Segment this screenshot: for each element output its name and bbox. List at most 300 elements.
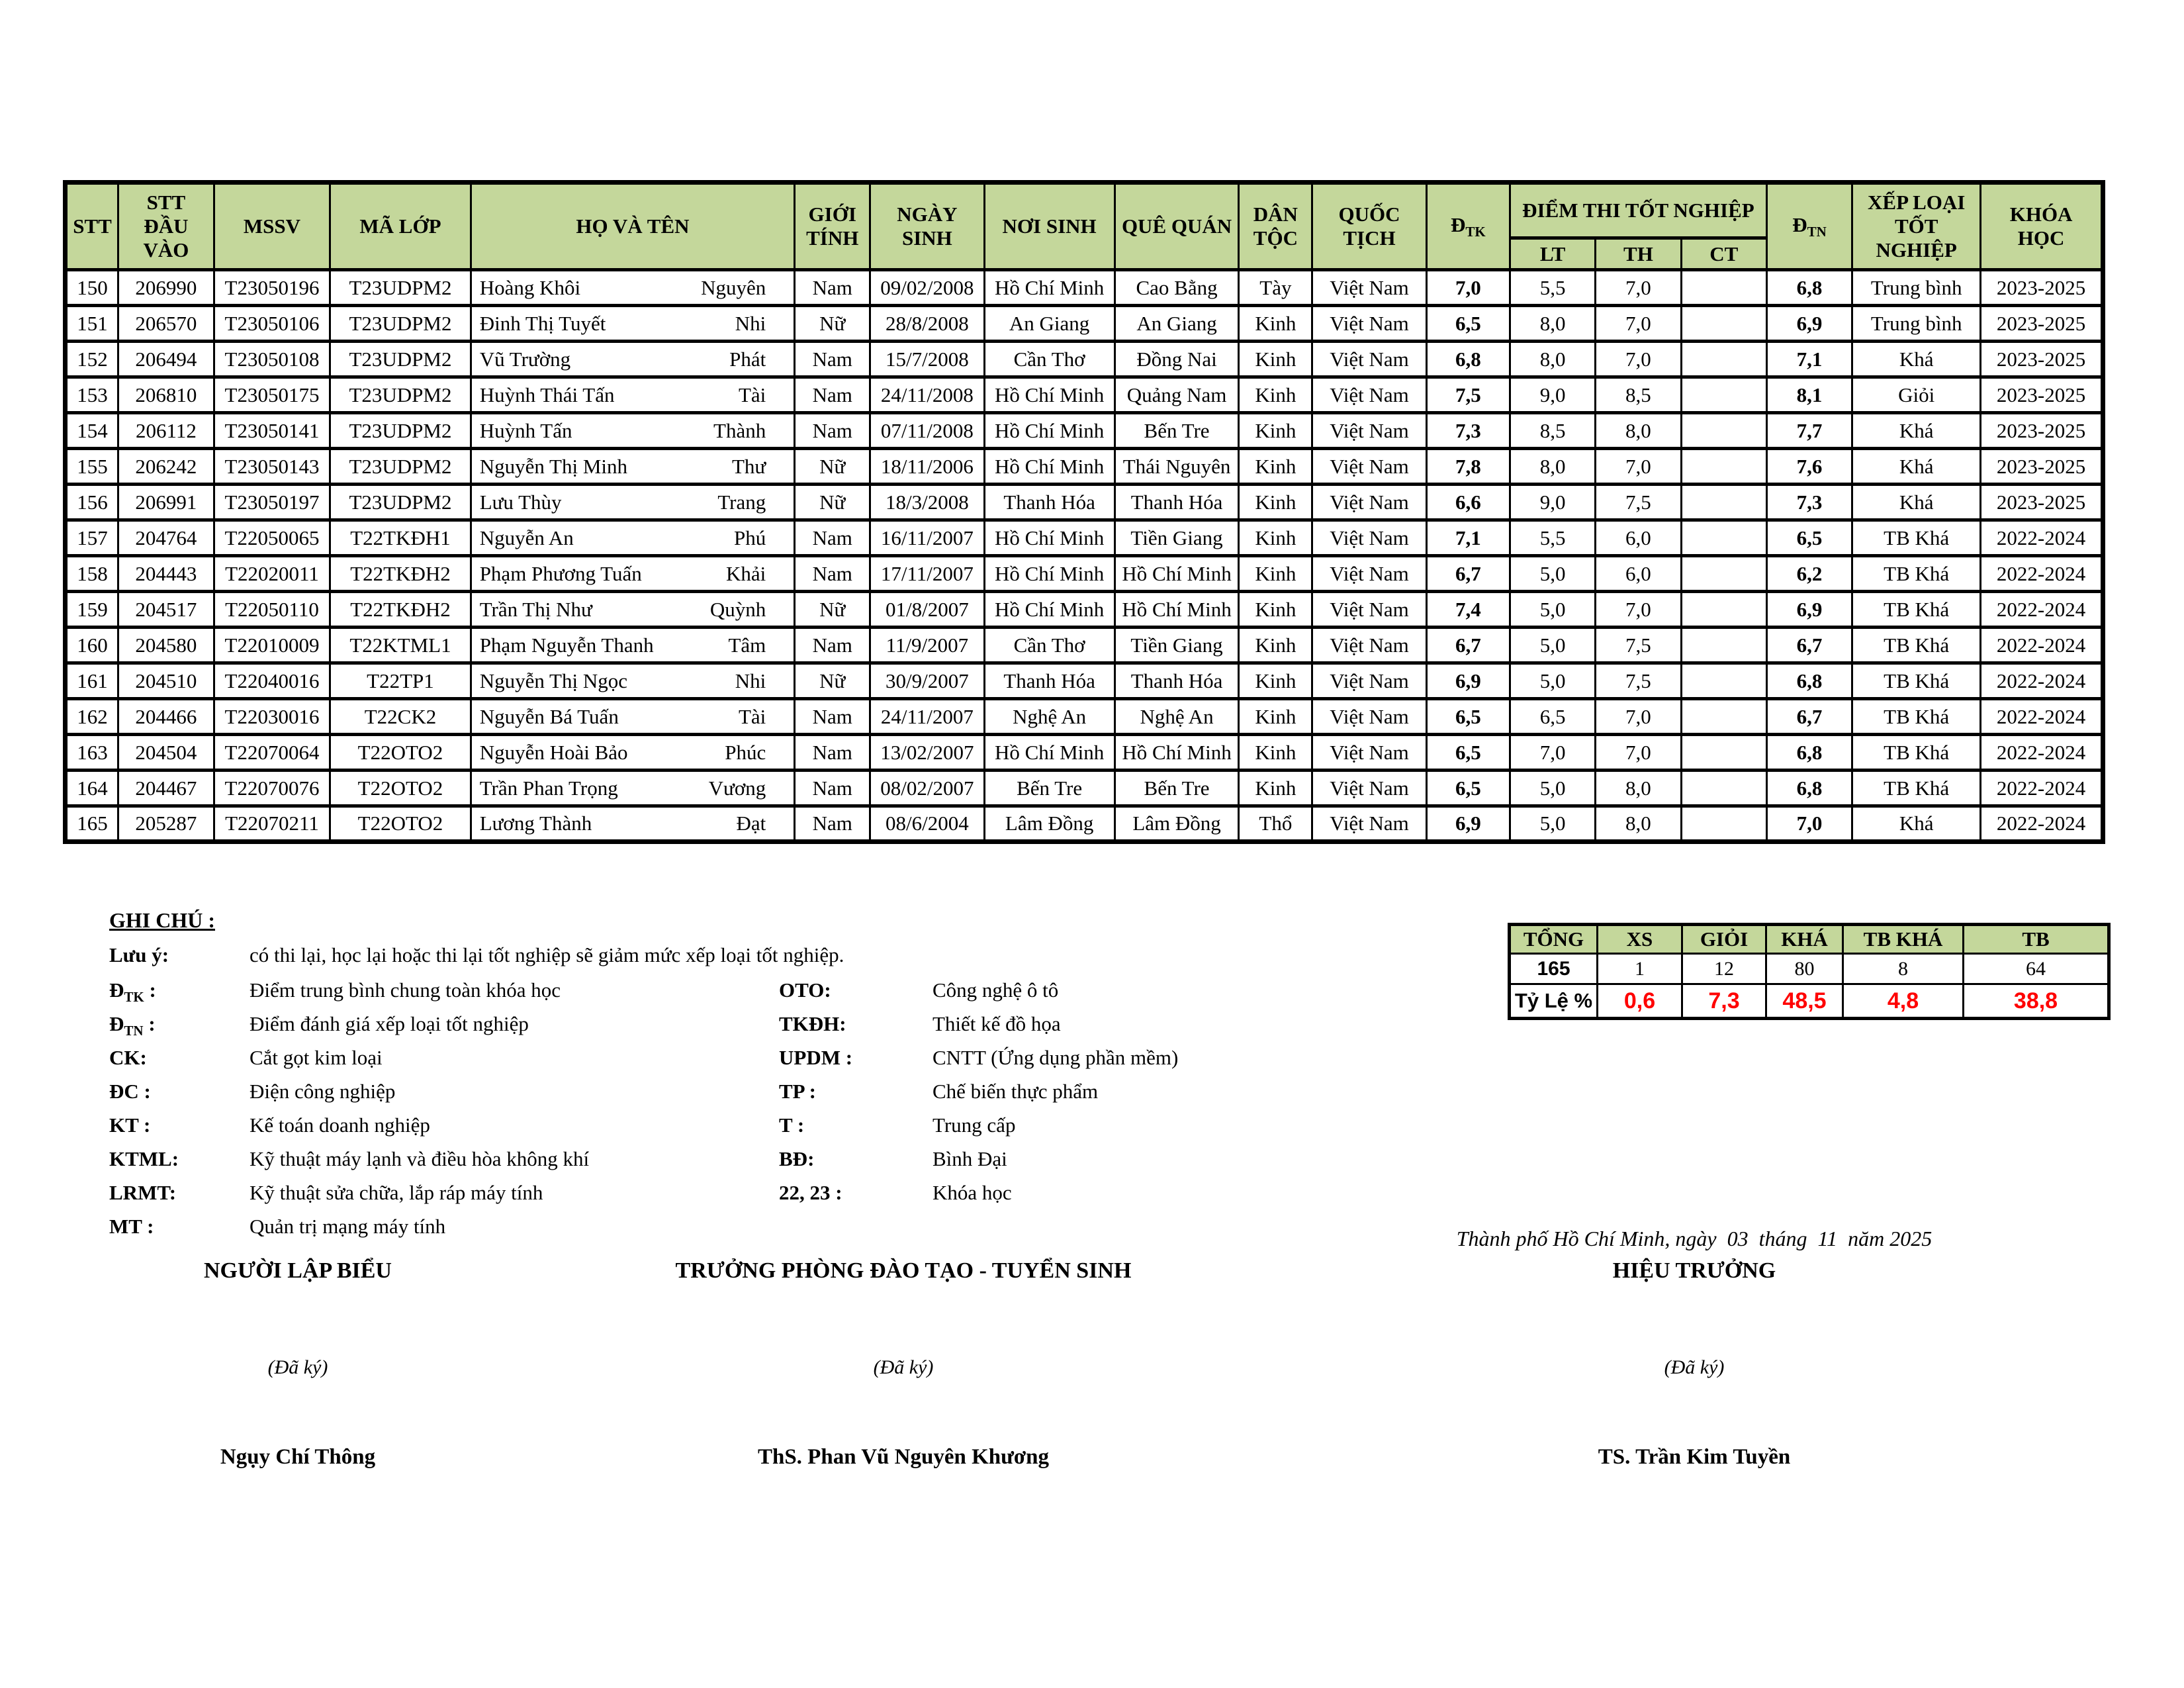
name-wrapper [475, 491, 792, 514]
cell-dtn: 6,7 [1766, 628, 1852, 663]
cell-mssv: T23050106 [214, 306, 330, 342]
cell-dan-toc: Kinh [1239, 699, 1312, 735]
cell-gioi-tinh: Nam [795, 699, 870, 735]
cell-que-quan: Bến Tre [1115, 771, 1239, 806]
cell-ngay-sinh: 11/9/2007 [870, 628, 984, 663]
cell-ngay-sinh: 24/11/2007 [870, 699, 984, 735]
given-name: Khải [725, 561, 766, 585]
cell-xep-loai: Trung bình [1852, 306, 1981, 342]
family-middle-name: Lương Thành [479, 812, 592, 835]
cell-dtk: 6,7 [1426, 628, 1510, 663]
cell-khoa-hoc: 2022-2024 [1981, 520, 2103, 556]
cell-que-quan: Tiền Giang [1115, 628, 1239, 663]
note-abbr-text: LRMT: [109, 1181, 177, 1204]
note-row [109, 1147, 1473, 1181]
cell-stt: 164 [66, 771, 118, 806]
cell-th: 7,0 [1596, 270, 1681, 306]
note-abbr: 22, 23 : [779, 1181, 842, 1204]
cell-ma-lop: T22TKĐH1 [330, 520, 471, 556]
cell-quoc-tich: Việt Nam [1312, 699, 1426, 735]
cell-dan-toc: Kinh [1239, 377, 1312, 413]
cell-dan-toc: Kinh [1239, 556, 1312, 592]
cell-que-quan: Hồ Chí Minh [1115, 556, 1239, 592]
signer-name: TS. Trần Kim Tuyền [1598, 1445, 1791, 1469]
cell-lt: 9,0 [1510, 485, 1595, 520]
cell-ho-va-ten [471, 270, 795, 306]
family-middle-name: Hoàng Khôi [479, 275, 581, 299]
cell-mssv: T22070064 [214, 735, 330, 771]
cell-ct [1681, 449, 1766, 485]
cell-ma-lop: T23UDPM2 [330, 342, 471, 377]
cell-ho-va-ten [471, 342, 795, 377]
cell-ho-va-ten [471, 699, 795, 735]
cell-ma-lop: T23UDPM2 [330, 413, 471, 449]
signed-annotation: (Đã ký) [873, 1356, 934, 1378]
cell-ct [1681, 520, 1766, 556]
summary-rate-label: Tỷ Lệ % [1510, 984, 1598, 1019]
cell-que-quan: Quảng Nam [1115, 377, 1239, 413]
cell-stt: 156 [66, 485, 118, 520]
cell-stt-dau-vao: 204467 [118, 771, 214, 806]
note-abbr-suffix: : [144, 978, 156, 1002]
cell-dtn: 6,7 [1766, 699, 1852, 735]
family-middle-name: Nguyễn Thị Ngọc [479, 669, 627, 692]
cell-xep-loai: TB Khá [1852, 771, 1981, 806]
table-row [66, 413, 2103, 449]
col-header-que-quan: QUÊ QUÁN [1115, 183, 1239, 270]
cell-dtn: 7,3 [1766, 485, 1852, 520]
cell-xep-loai: TB Khá [1852, 663, 1981, 699]
col-header-diem-thi-tot-nghiep: ĐIỂM THI TỐT NGHIỆP [1510, 183, 1766, 238]
cell-gioi-tinh: Nam [795, 270, 870, 306]
signature-title: TRƯỞNG PHÒNG ĐÀO TẠO - TUYỂN SINH [675, 1258, 1132, 1283]
cell-que-quan: Nghệ An [1115, 699, 1239, 735]
cell-ct [1681, 806, 1766, 842]
note-definition: Bình Đại [933, 1147, 1007, 1170]
given-name: Đạt [736, 812, 766, 835]
note-definition: Điện công nghiệp [250, 1080, 396, 1103]
name-wrapper [475, 705, 792, 729]
cell-gioi-tinh: Nam [795, 377, 870, 413]
family-middle-name: Nguyễn Hoài Bảo [479, 740, 628, 764]
summary-count: 80 [1766, 954, 1843, 984]
cell-ma-lop: T22TP1 [330, 663, 471, 699]
cell-ct [1681, 663, 1766, 699]
cell-que-quan: Hồ Chí Minh [1115, 592, 1239, 628]
cell-mssv: T23050141 [214, 413, 330, 449]
table-row [66, 377, 2103, 413]
cell-lt: 5,5 [1510, 520, 1595, 556]
note-abbr-suffix: : [143, 1012, 156, 1035]
cell-ngay-sinh: 08/02/2007 [870, 771, 984, 806]
cell-lt: 8,0 [1510, 306, 1595, 342]
note-row [109, 1113, 1473, 1147]
cell-th: 7,0 [1596, 735, 1681, 771]
note-abbr [109, 1012, 250, 1039]
cell-dan-toc: Kinh [1239, 449, 1312, 485]
given-name: Phát [729, 347, 766, 371]
cell-ho-va-ten [471, 663, 795, 699]
cell-mssv: T22020011 [214, 556, 330, 592]
cell-quoc-tich: Việt Nam [1312, 771, 1426, 806]
cell-dtk: 7,5 [1426, 377, 1510, 413]
note-definition: có thi lại, học lại hoặc thi lại tốt nghiệp sẽ giảm mức xếp loại tốt nghiệp. [250, 943, 844, 966]
note-row [109, 1012, 1473, 1046]
family-middle-name: Lưu Thùy [479, 490, 562, 514]
cell-noi-sinh: Cần Thơ [984, 342, 1115, 377]
cell-ngay-sinh: 07/11/2008 [870, 413, 984, 449]
cell-stt-dau-vao: 206810 [118, 377, 214, 413]
cell-xep-loai: Khá [1852, 413, 1981, 449]
cell-dtn: 7,0 [1766, 806, 1852, 842]
cell-ngay-sinh: 01/8/2007 [870, 592, 984, 628]
cell-dan-toc: Kinh [1239, 413, 1312, 449]
cell-lt: 6,5 [1510, 699, 1595, 735]
note-abbr: TP : [779, 1080, 816, 1103]
note-abbr-text: ĐC : [109, 1080, 151, 1103]
cell-stt-dau-vao: 204764 [118, 520, 214, 556]
summary-rate: 0,6 [1598, 984, 1682, 1019]
cell-quoc-tich: Việt Nam [1312, 449, 1426, 485]
cell-quoc-tich: Việt Nam [1312, 735, 1426, 771]
name-wrapper [475, 383, 792, 407]
cell-dtn: 8,1 [1766, 377, 1852, 413]
name-wrapper [475, 526, 792, 550]
cell-dtk: 6,6 [1426, 485, 1510, 520]
cell-noi-sinh: Hồ Chí Minh [984, 270, 1115, 306]
cell-th: 8,0 [1596, 806, 1681, 842]
cell-th: 7,0 [1596, 342, 1681, 377]
cell-dtn: 6,9 [1766, 592, 1852, 628]
cell-quoc-tich: Việt Nam [1312, 485, 1426, 520]
cell-gioi-tinh: Nữ [795, 663, 870, 699]
cell-stt-dau-vao: 204517 [118, 592, 214, 628]
cell-gioi-tinh: Nữ [795, 449, 870, 485]
signed-annotation: (Đã ký) [1664, 1356, 1725, 1378]
cell-stt-dau-vao: 204510 [118, 663, 214, 699]
cell-ma-lop: T23UDPM2 [330, 485, 471, 520]
cell-th: 7,5 [1596, 628, 1681, 663]
cell-noi-sinh: Bến Tre [984, 771, 1115, 806]
cell-quoc-tich: Việt Nam [1312, 270, 1426, 306]
notes-abbreviation-list [109, 978, 1473, 1248]
summary-count: 1 [1598, 954, 1682, 984]
note-row [109, 1215, 1473, 1248]
cell-ct [1681, 735, 1766, 771]
note-definition: Kỹ thuật sửa chữa, lắp ráp máy tính [250, 1181, 543, 1204]
cell-noi-sinh: Lâm Đồng [984, 806, 1115, 842]
cell-ngay-sinh: 09/02/2008 [870, 270, 984, 306]
note-abbr-subscript: TK [124, 989, 144, 1006]
cell-que-quan: Cao Bằng [1115, 270, 1239, 306]
cell-stt: 162 [66, 699, 118, 735]
cell-noi-sinh: Hồ Chí Minh [984, 413, 1115, 449]
cell-ct [1681, 342, 1766, 377]
cell-stt: 154 [66, 413, 118, 449]
note-definition: Thiết kế đồ họa [933, 1012, 1061, 1035]
cell-dtk: 6,5 [1426, 699, 1510, 735]
cell-ngay-sinh: 30/9/2007 [870, 663, 984, 699]
cell-que-quan: Đồng Nai [1115, 342, 1239, 377]
table-header [66, 183, 2103, 270]
cell-th: 7,0 [1596, 449, 1681, 485]
cell-stt: 165 [66, 806, 118, 842]
notes-section [109, 908, 1473, 1248]
cell-que-quan: Hồ Chí Minh [1115, 735, 1239, 771]
cell-ma-lop: T22TKĐH2 [330, 592, 471, 628]
name-wrapper [475, 312, 792, 336]
cell-th: 7,0 [1596, 306, 1681, 342]
cell-lt: 5,0 [1510, 806, 1595, 842]
col-header-dtn [1766, 183, 1852, 270]
cell-ma-lop: T22OTO2 [330, 735, 471, 771]
given-name: Nhi [735, 311, 766, 335]
note-abbr-text: Đ [109, 978, 124, 1002]
summary-rate: 4,8 [1843, 984, 1964, 1019]
note-abbr: UPDM : [779, 1046, 853, 1069]
summary-rate: 48,5 [1766, 984, 1843, 1019]
cell-lt: 5,5 [1510, 270, 1595, 306]
table-row [66, 771, 2103, 806]
cell-que-quan: Tiền Giang [1115, 520, 1239, 556]
note-row [109, 1046, 1473, 1080]
cell-stt-dau-vao: 206242 [118, 449, 214, 485]
cell-dan-toc: Kinh [1239, 520, 1312, 556]
summary-total-count: 165 [1510, 954, 1598, 984]
cell-stt-dau-vao: 206570 [118, 306, 214, 342]
summary-header-kha: KHÁ [1766, 925, 1843, 954]
table-row [66, 556, 2103, 592]
cell-xep-loai: Giỏi [1852, 377, 1981, 413]
note-abbr: Lưu ý: [109, 943, 169, 966]
given-name: Nhi [735, 669, 766, 692]
col-header-ho-va-ten: HỌ VÀ TÊN [471, 183, 795, 270]
cell-xep-loai: TB Khá [1852, 520, 1981, 556]
note-row [109, 1080, 1473, 1113]
cell-dtk: 7,3 [1426, 413, 1510, 449]
cell-khoa-hoc: 2022-2024 [1981, 663, 2103, 699]
given-name: Phú [734, 526, 766, 549]
col-header-ma-lop: MÃ LỚP [330, 183, 471, 270]
cell-th: 7,0 [1596, 592, 1681, 628]
col-header-ct: CT [1681, 238, 1766, 270]
cell-dtn: 6,8 [1766, 663, 1852, 699]
col-header-dtk [1426, 183, 1510, 270]
cell-xep-loai: TB Khá [1852, 592, 1981, 628]
note-definition: Khóa học [933, 1181, 1012, 1204]
cell-ho-va-ten [471, 306, 795, 342]
cell-dtk: 7,0 [1426, 270, 1510, 306]
given-name: Tài [738, 383, 766, 406]
cell-dan-toc: Kinh [1239, 592, 1312, 628]
cell-khoa-hoc: 2023-2025 [1981, 485, 2103, 520]
family-middle-name: Nguyễn Thị Minh [479, 454, 627, 478]
family-middle-name: Phạm Phương Tuấn [479, 561, 642, 585]
cell-mssv: T23050197 [214, 485, 330, 520]
cell-xep-loai: TB Khá [1852, 699, 1981, 735]
cell-ho-va-ten [471, 413, 795, 449]
table-body [66, 270, 2103, 842]
cell-quoc-tich: Việt Nam [1312, 556, 1426, 592]
student-results-table [63, 180, 2105, 844]
col-header-stt: STT [66, 183, 118, 270]
col-header-ngay-sinh: NGÀY SINH [870, 183, 984, 270]
cell-dtk: 6,9 [1426, 663, 1510, 699]
table-row [66, 270, 2103, 306]
col-header-xep-loai: XẾP LOẠI TỐT NGHIỆP [1852, 183, 1981, 270]
family-middle-name: Nguyễn Bá Tuấn [479, 704, 619, 728]
cell-ho-va-ten [471, 449, 795, 485]
name-wrapper [475, 455, 792, 479]
note-row [109, 978, 1473, 1012]
cell-dtk: 7,4 [1426, 592, 1510, 628]
note-abbr: T : [779, 1113, 805, 1137]
cell-noi-sinh: Hồ Chí Minh [984, 520, 1115, 556]
cell-dan-toc: Kinh [1239, 628, 1312, 663]
cell-noi-sinh: Hồ Chí Minh [984, 592, 1115, 628]
cell-ct [1681, 306, 1766, 342]
cell-dtk: 6,8 [1426, 342, 1510, 377]
cell-khoa-hoc: 2022-2024 [1981, 592, 2103, 628]
cell-xep-loai: Khá [1852, 449, 1981, 485]
cell-gioi-tinh: Nam [795, 520, 870, 556]
cell-ho-va-ten [471, 520, 795, 556]
family-middle-name: Trần Phan Trọng [479, 776, 618, 800]
cell-xep-loai: Trung bình [1852, 270, 1981, 306]
cell-dtn: 6,8 [1766, 270, 1852, 306]
note-definition: CNTT (Ứng dụng phần mềm) [933, 1046, 1179, 1069]
cell-xep-loai: Khá [1852, 485, 1981, 520]
name-wrapper [475, 348, 792, 371]
cell-khoa-hoc: 2022-2024 [1981, 556, 2103, 592]
cell-dtn: 7,7 [1766, 413, 1852, 449]
cell-lt: 5,0 [1510, 556, 1595, 592]
cell-ct [1681, 413, 1766, 449]
cell-ho-va-ten [471, 628, 795, 663]
summary-header-xs: XS [1598, 925, 1682, 954]
summary-rates-row [1510, 984, 2109, 1019]
cell-stt: 163 [66, 735, 118, 771]
cell-gioi-tinh: Nam [795, 342, 870, 377]
cell-dtk: 6,5 [1426, 735, 1510, 771]
table-row [66, 449, 2103, 485]
col-header-th: TH [1596, 238, 1681, 270]
cell-stt-dau-vao: 204504 [118, 735, 214, 771]
cell-khoa-hoc: 2023-2025 [1981, 449, 2103, 485]
cell-que-quan: An Giang [1115, 306, 1239, 342]
table-row [66, 306, 2103, 342]
cell-ho-va-ten [471, 485, 795, 520]
dtn-symbol: Đ [1792, 212, 1807, 236]
summary-header-tong: TỔNG [1510, 925, 1598, 954]
note-definition: Điểm trung bình chung toàn khóa học [250, 978, 561, 1002]
summary-count: 64 [1964, 954, 2109, 984]
cell-gioi-tinh: Nam [795, 771, 870, 806]
col-header-khoa-hoc: KHÓA HỌC [1981, 183, 2103, 270]
cell-khoa-hoc: 2023-2025 [1981, 377, 2103, 413]
cell-dan-toc: Kinh [1239, 485, 1312, 520]
summary-count: 8 [1843, 954, 1964, 984]
note-abbr [109, 1080, 250, 1103]
table-row [66, 342, 2103, 377]
cell-ct [1681, 377, 1766, 413]
cell-que-quan: Thái Nguyên [1115, 449, 1239, 485]
col-header-quoc-tich: QUỐC TỊCH [1312, 183, 1426, 270]
cell-ma-lop: T23UDPM2 [330, 377, 471, 413]
note-definition: Chế biến thực phẩm [933, 1080, 1099, 1103]
cell-dtn: 7,6 [1766, 449, 1852, 485]
cell-ma-lop: T22OTO2 [330, 806, 471, 842]
cell-dtk: 6,7 [1426, 556, 1510, 592]
cell-mssv: T22040016 [214, 663, 330, 699]
family-middle-name: Huỳnh Tấn [479, 418, 572, 442]
col-header-mssv: MSSV [214, 183, 330, 270]
cell-xep-loai: Khá [1852, 806, 1981, 842]
signer-name: ThS. Phan Vũ Nguyên Khương [757, 1445, 1050, 1469]
cell-dan-toc: Kinh [1239, 771, 1312, 806]
name-wrapper [475, 812, 792, 835]
cell-ma-lop: T22TKĐH2 [330, 556, 471, 592]
cell-dan-toc: Thổ [1239, 806, 1312, 842]
cell-dtn: 6,8 [1766, 735, 1852, 771]
cell-ngay-sinh: 16/11/2007 [870, 520, 984, 556]
summary-count: 12 [1682, 954, 1766, 984]
summary-header-row [1510, 925, 2109, 954]
cell-ct [1681, 771, 1766, 806]
cell-noi-sinh: Hồ Chí Minh [984, 377, 1115, 413]
cell-th: 7,0 [1596, 699, 1681, 735]
cell-mssv: T22010009 [214, 628, 330, 663]
cell-quoc-tich: Việt Nam [1312, 663, 1426, 699]
cell-khoa-hoc: 2022-2024 [1981, 735, 2103, 771]
cell-quoc-tich: Việt Nam [1312, 628, 1426, 663]
note-definition: Kế toán doanh nghiệp [250, 1113, 430, 1137]
note-definition: Cắt gọt kim loại [250, 1046, 383, 1069]
cell-ma-lop: T22OTO2 [330, 771, 471, 806]
summary-counts-row [1510, 954, 2109, 984]
cell-stt-dau-vao: 206991 [118, 485, 214, 520]
cell-dan-toc: Kinh [1239, 735, 1312, 771]
cell-lt: 5,0 [1510, 663, 1595, 699]
cell-lt: 9,0 [1510, 377, 1595, 413]
note-abbr [109, 1147, 250, 1171]
note-definition: Điểm đánh giá xếp loại tốt nghiệp [250, 1012, 529, 1035]
notes-title: GHI CHÚ : [109, 908, 215, 932]
note-row [109, 1181, 1473, 1215]
cell-stt: 150 [66, 270, 118, 306]
note-row-luu-y [109, 943, 1473, 978]
summary-table [1508, 923, 2111, 1020]
cell-stt: 157 [66, 520, 118, 556]
cell-ho-va-ten [471, 735, 795, 771]
note-abbr-text: MT : [109, 1215, 154, 1238]
cell-ma-lop: T22CK2 [330, 699, 471, 735]
cell-quoc-tich: Việt Nam [1312, 413, 1426, 449]
cell-ct [1681, 628, 1766, 663]
cell-ma-lop: T23UDPM2 [330, 306, 471, 342]
note-abbr-text: KTML: [109, 1147, 179, 1170]
table-row [66, 806, 2103, 842]
cell-ho-va-ten [471, 556, 795, 592]
cell-dan-toc: Kinh [1239, 342, 1312, 377]
signature-date-line: Thành phố Hồ Chí Minh, ngày 03 tháng 11 năm 2025 [1456, 1227, 1933, 1250]
note-abbr-text: KT : [109, 1113, 151, 1137]
cell-stt: 152 [66, 342, 118, 377]
name-wrapper [475, 276, 792, 300]
cell-stt-dau-vao: 206494 [118, 342, 214, 377]
cell-khoa-hoc: 2023-2025 [1981, 306, 2103, 342]
cell-mssv: T23050175 [214, 377, 330, 413]
